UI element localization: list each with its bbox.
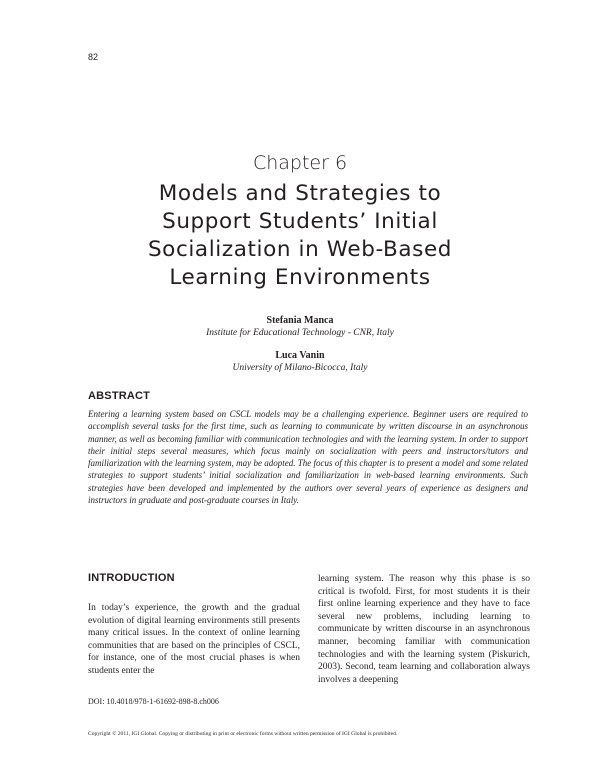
author-block xyxy=(0,349,600,375)
author-name: Luca Vanin xyxy=(275,350,325,361)
introduction-right-column: learning system. The reason why this phase is so critical is twofold. First, for most students it is their first online learning experience and they have to face several new problems, including learning to communicate by written discourse in an asynchronous manner, becoming familiar with communication technologies and with the learning system (Piskurich, 2003). Second, team learning and collaboration always involves a deepening xyxy=(318,574,530,685)
title-line: Models and Strategies to xyxy=(158,181,442,206)
title-line: Learning Environments xyxy=(169,265,431,290)
doi: DOI: 10.4018/978-1-61692-898-8.ch006 xyxy=(88,697,219,706)
chapter-label: Chapter 6 xyxy=(252,152,348,174)
introduction-heading: INTRODUCTION xyxy=(88,572,175,584)
author-name: Stefania Manca xyxy=(266,315,334,326)
abstract-heading: ABSTRACT xyxy=(88,390,151,402)
page-number: 82 xyxy=(88,52,99,62)
chapter-title xyxy=(60,180,540,292)
copyright-notice: Copyright © 2011, IGI Global. Copying or distributing in print or electronic forms without written permission of IGI Global is prohibited. xyxy=(88,731,398,737)
title-line: Support Students’ Initial xyxy=(162,209,438,234)
author-affiliation: Institute for Educational Technology - CNR, Italy xyxy=(206,328,394,338)
author-block xyxy=(0,314,600,340)
title-line: Socialization in Web-Based xyxy=(147,237,453,262)
author-affiliation: University of Milano-Bicocca, Italy xyxy=(232,363,368,373)
introduction-left-column: In today’s experience, the growth and the gradual evolution of digital learning environments still presents many critical issues. In the context of online learning communities that are based on the principles of CSCL, for instance, one of the most crucial phases is when students enter the xyxy=(88,603,300,676)
abstract-text: Entering a learning system based on CSCL models may be a challenging experience. Beginner users are required to accomplish several tasks for the first time, such as learning to communicate by written discourse in an asynchronous manner, as well as becoming familiar with communication technologies and with the learning system. In order to support their initial steps several measures, which focus mainly on socialization with peers and instructors/tutors and familiarization with the learning system, may be adopted. The focus of this chapter is to present a model and some related strategies to support students’ initial socialization and familiarization in web-based learning environments. Such strategies have been developed and implemented by the authors over several years of experience as designers and instructors in graduate and post-graduate courses in Italy. xyxy=(88,409,528,506)
